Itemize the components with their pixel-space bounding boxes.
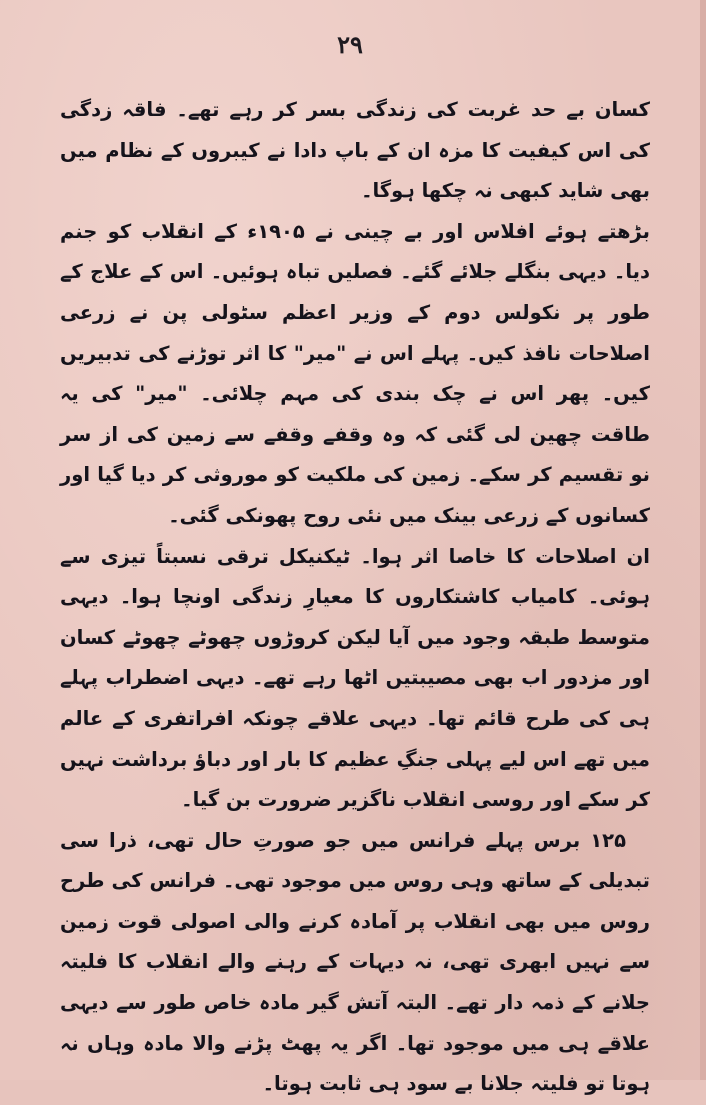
page-number: ۲۹ bbox=[337, 30, 363, 59]
paragraph-1: کسان بے حد غربت کی زندگی بسر کر رہے تھے۔ فاقہ زدگی کی اس کیفیت کا مزہ ان کے باپ دادا نے کیبروں کے نظام میں بھی شاید کبھی نہ چکھا ہوگا۔ bbox=[60, 98, 650, 203]
paragraph-2: بڑھتے ہوئے افلاس اور بے چینی نے ۱۹۰۵ء کے انقلاب کو جنم دیا۔ دیہی بنگلے جلائے گئے۔ فصلیں تباہ ہوئیں۔ اس کے علاج کے طور پر نکولس دوم کے وزیر اعظم سٹولی پن نے زرعی اصلاحات نافذ کیں۔ پہلے اس نے "میر" کا اثر توڑنے کی تدبیریں کیں۔ پھر اس نے چک بندی کی مہم چلائی۔ "میر" کی یہ طاقت چھین لی گئی کہ وہ وقفے وقفے سے زمین کی از سر نو تقسیم کر سکے۔ زمین کی ملکیت کو موروثی کر دیا گیا اور کسانوں کے زرعی بینک میں نئی روح پھونکی گئی۔ bbox=[60, 219, 650, 527]
paragraph-4: ۱۲۵ برس پہلے فرانس میں جو صورتِ حال تھی، ذرا سی تبدیلی کے ساتھ وہی روس میں موجود تھی۔ فرانس کی طرح روس میں بھی انقلاب پر آمادہ کرنے والی اصولی قوت زمین سے نہیں ابھری تھی، نہ دیہات کے رہنے والے انقلاب کا فلیتہ جلانے کے ذمہ دار تھے۔ البتہ آتش گیر مادہ خاص طور سے دیہی علاقے ہی میں موجود تھا۔ اگر یہ پھٹ پڑنے والا مادہ وہاں نہ ہوتا تو فلیتہ جلانا بے سود ہی ثابت ہوتا۔ bbox=[60, 828, 650, 1096]
paragraph-3: ان اصلاحات کا خاصا اثر ہوا۔ ٹیکنیکل ترقی نسبتاً تیزی سے ہوئی۔ کامیاب کاشتکاروں کا معیارِ زندگی اونچا ہوا۔ دیہی متوسط طبقہ وجود میں آیا لیکن کروڑوں چھوٹے چھوٹے کسان اور مزدور اب بھی مصیبتیں اٹھا رہے تھے۔ دیہی اضطراب پہلے ہی کی طرح قائم تھا۔ دیہی علاقے چونکہ افراتفری کے عالم میں تھے اس لیے پہلی جنگِ عظیم کا بار اور دباؤ برداشت نہیں کر سکے اور روسی انقلاب ناگزیر ضرورت بن گیا۔ bbox=[60, 544, 650, 812]
page-text-body bbox=[60, 90, 650, 1105]
